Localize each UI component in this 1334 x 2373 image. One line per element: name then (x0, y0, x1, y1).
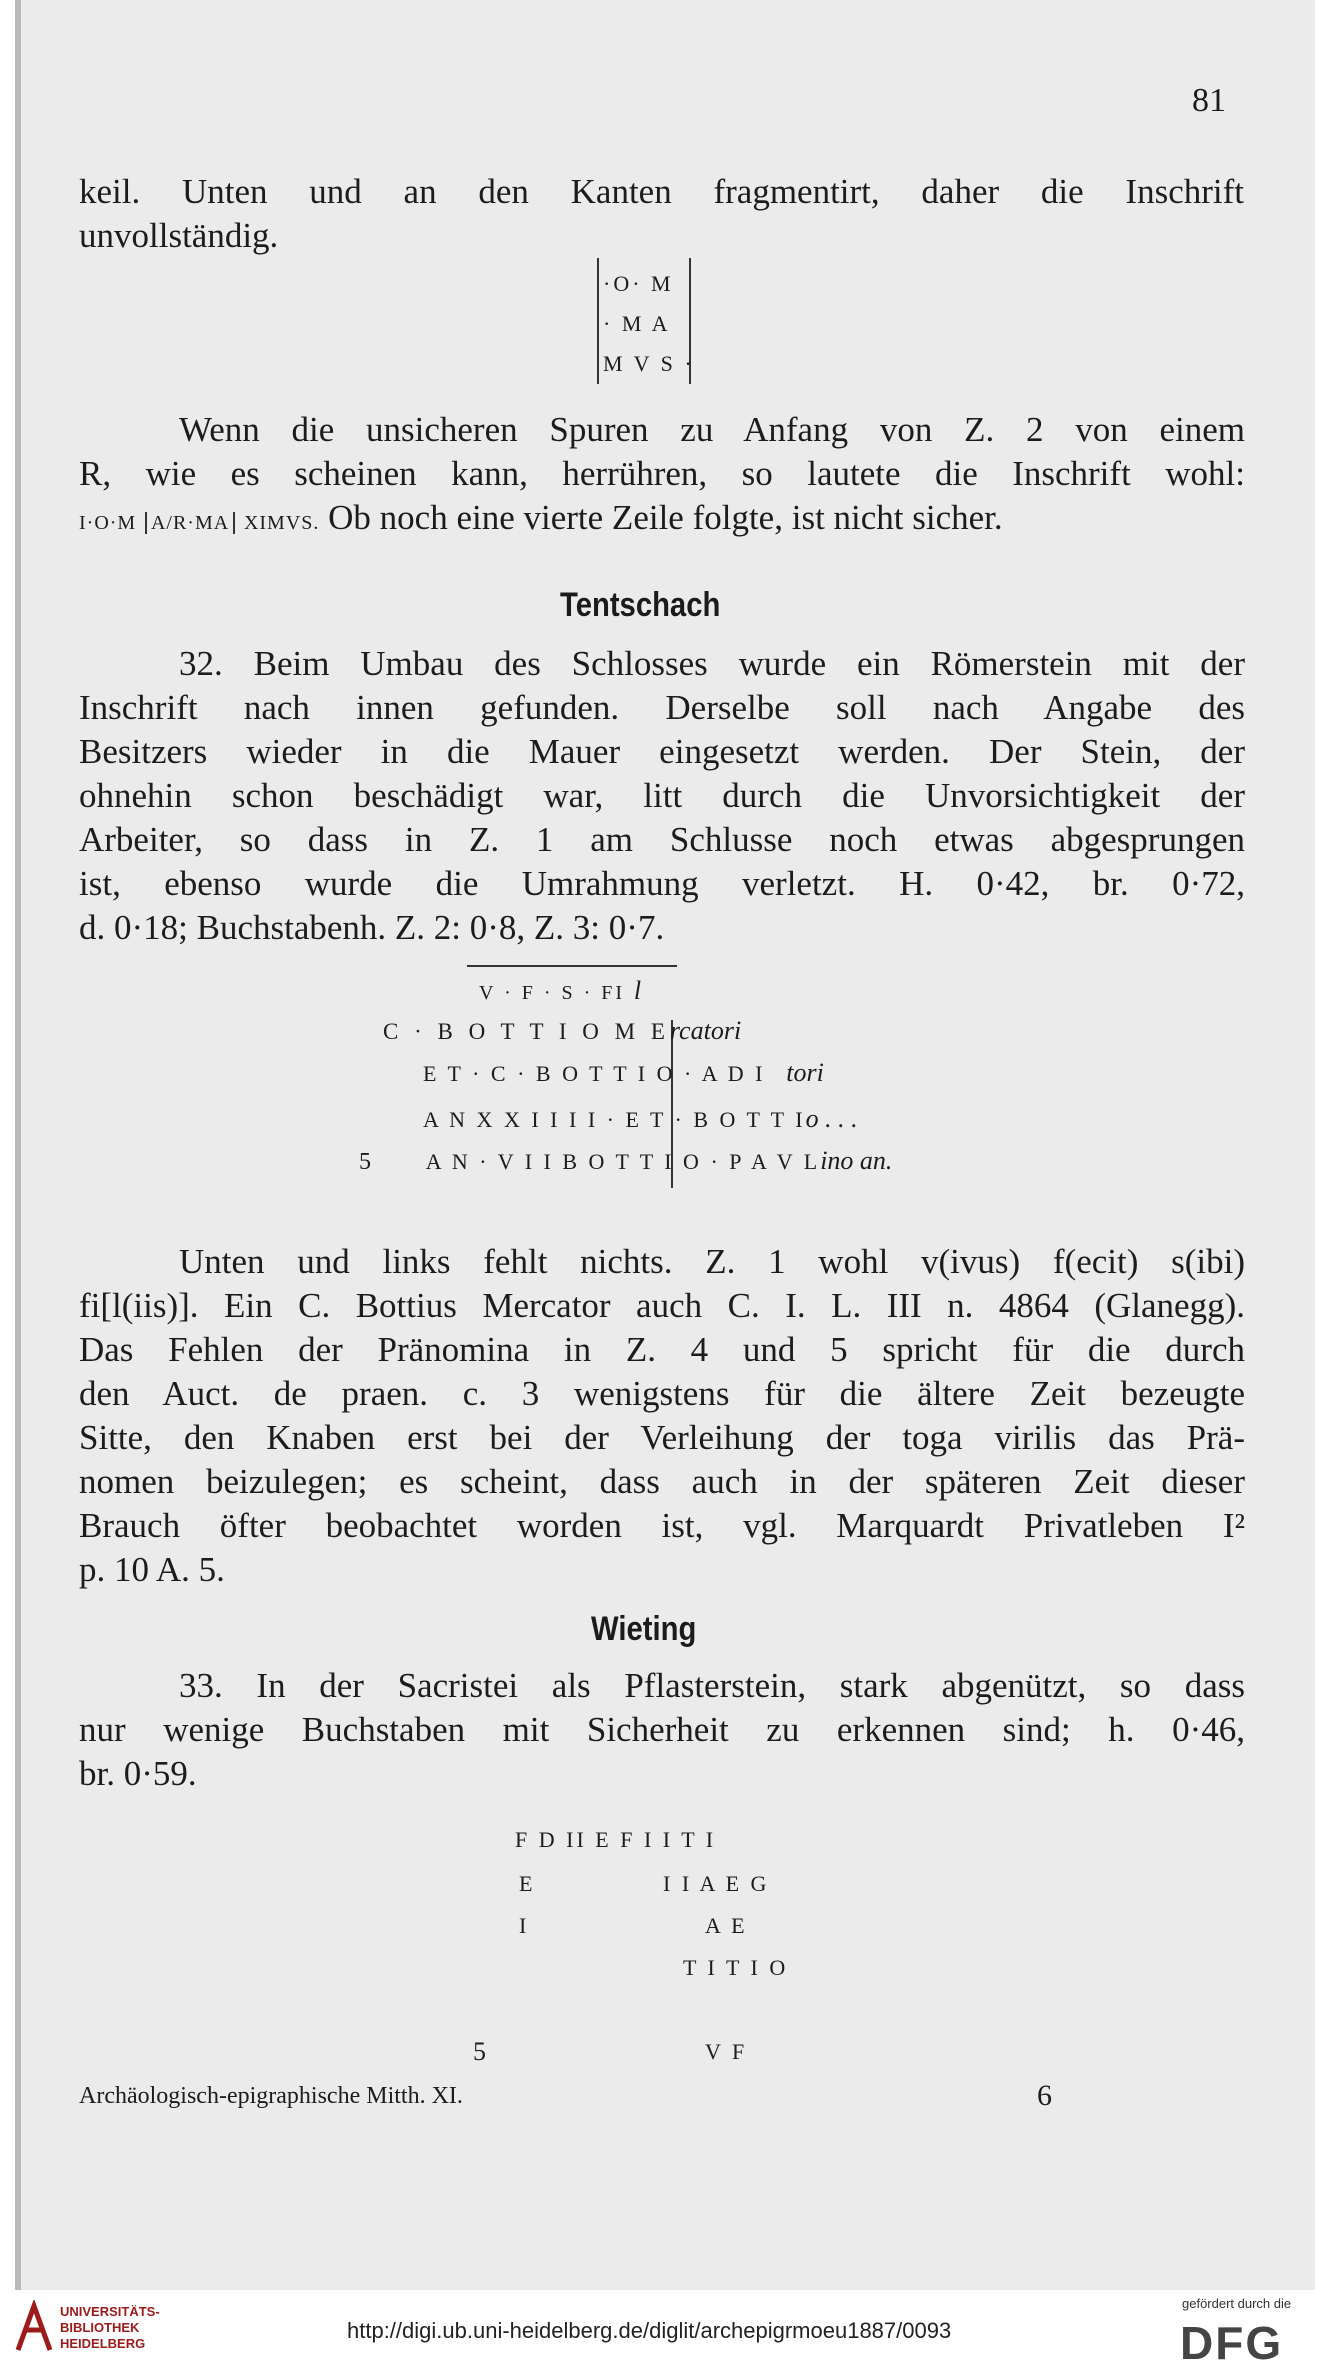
inscription-line: M V S · (603, 351, 695, 376)
inscription-line: I (519, 1913, 530, 1938)
text-line: Unten und links fehlt nichts. Z. 1 wohl v(ivus) f(ecit) s(ibi) (179, 1242, 1245, 1281)
inscription-line: 5 A N · V I I B O T T I O · P A V Lino an. (359, 1146, 893, 1175)
inscription-line: A N X X I I I I · E T · B O T T Io . . . (423, 1104, 858, 1133)
scanned-page (15, 0, 1315, 2290)
inscription-line: T I T I O (683, 1955, 789, 1980)
inscription-line: A E (705, 1913, 748, 1938)
text-fragment: Ob noch eine vierte Zeile folgte, ist nicht sicher. (328, 498, 1003, 537)
inscription-line: E (519, 1871, 536, 1896)
inscription-line: I I A E G (663, 1871, 770, 1896)
page-footer: Archäologisch-epigraphische Mitth. XI. (79, 2083, 463, 2109)
section-heading: Tentschach (560, 586, 721, 624)
inscription-line: C · B O T T I O M Ercatori (383, 1016, 742, 1045)
text-line: nur wenige Buchstaben mit Sicherheit zu erkennen sind; h. 0·46, (79, 1710, 1245, 1749)
text-line: d. 0·18; Buchstabenh. Z. 2: 0·8, Z. 3: 0·7. (79, 908, 665, 947)
inscription-line: V · F · S · FI l (479, 976, 642, 1005)
text-line: Inschrift nach innen gefunden. Derselbe soll nach Angabe des (79, 688, 1245, 727)
text-line: unvollständig. (79, 216, 279, 255)
line-number: 5 (359, 1149, 371, 1175)
dfg-logo[interactable]: DFG (1180, 2317, 1284, 2369)
library-logo-icon[interactable] (14, 2300, 54, 2356)
page-number: 81 (1192, 82, 1226, 119)
funder-note: gefördert durch die (1182, 2296, 1292, 2311)
text-line: Das Fehlen der Pränomina in Z. 4 und 5 spricht für die durch (79, 1330, 1245, 1369)
text-line: R, wie es scheinen kann, herrühren, so lautete die Inschrift wohl: (79, 454, 1245, 493)
inscription-line: V F (705, 2039, 748, 2064)
text-line: Brauch öfter beobachtet worden ist, vgl. Marquardt Privatleben I² (79, 1506, 1245, 1545)
text-line: Besitzers wieder in die Mauer eingesetzt werden. Der Stein, der (79, 732, 1245, 771)
line-number: 5 (473, 2037, 486, 2066)
text-line: keil. Unten und an den Kanten fragmentirt, daher die Inschrift (79, 172, 1244, 211)
signature-mark: 6 (1037, 2079, 1052, 2112)
text-line: Wenn die unsicheren Spuren zu Anfang von Z. 2 von einem (179, 410, 1245, 449)
text-line-mixed (79, 496, 1245, 545)
text-line: Sitte, den Knaben erst bei der Verleihung der toga virilis das Prä- (79, 1418, 1245, 1457)
inscription-line: · M A (603, 311, 671, 336)
inscription-fragment: I·O·M (79, 512, 137, 534)
permalink[interactable]: http://digi.ub.uni-heidelberg.de/diglit/archepigrmoeu1887/0093 (347, 2318, 952, 2343)
library-name[interactable]: UNIVERSITÄTS- BIBLIOTHEK HEIDELBERG (60, 2304, 160, 2351)
text-line: nomen beizulegen; es scheint, dass auch in der späteren Zeit dieser (79, 1462, 1245, 1501)
inscription-line: E T · C · B O T T I O · A D I tori (423, 1058, 824, 1087)
text-line: br. 0·59. (79, 1754, 197, 1793)
section-heading: Wieting (591, 1610, 697, 1648)
text-line: 32. Beim Umbau des Schlosses wurde ein Römerstein mit der (179, 644, 1245, 683)
text-line: ohnehin schon beschädigt war, litt durch die Unvorsichtigkeit der (79, 776, 1245, 815)
inscription-line: ·O· M (603, 271, 674, 296)
text-line: fi[l(iis)]. Ein C. Bottius Mercator auch C. I. L. III n. 4864 (Glanegg). (79, 1286, 1245, 1325)
text-line: den Auct. de praen. c. 3 wenigstens für die ältere Zeit bezeugte (79, 1374, 1245, 1413)
text-line: 33. In der Sacristei als Pflasterstein, stark abgenützt, so dass (179, 1666, 1245, 1705)
inscription-fragment: XIMVS. (243, 512, 320, 534)
inscription-fragment: A/R·MA (145, 512, 235, 534)
text-line: ist, ebenso wurde die Umrahmung verletzt. H. 0·42, br. 0·72, (79, 864, 1245, 903)
text-line: p. 10 A. 5. (79, 1550, 225, 1589)
text-line: Arbeiter, so dass in Z. 1 am Schlusse noch etwas abgesprungen (79, 820, 1245, 859)
inscription-line: F D II E F I I T I (515, 1827, 717, 1852)
